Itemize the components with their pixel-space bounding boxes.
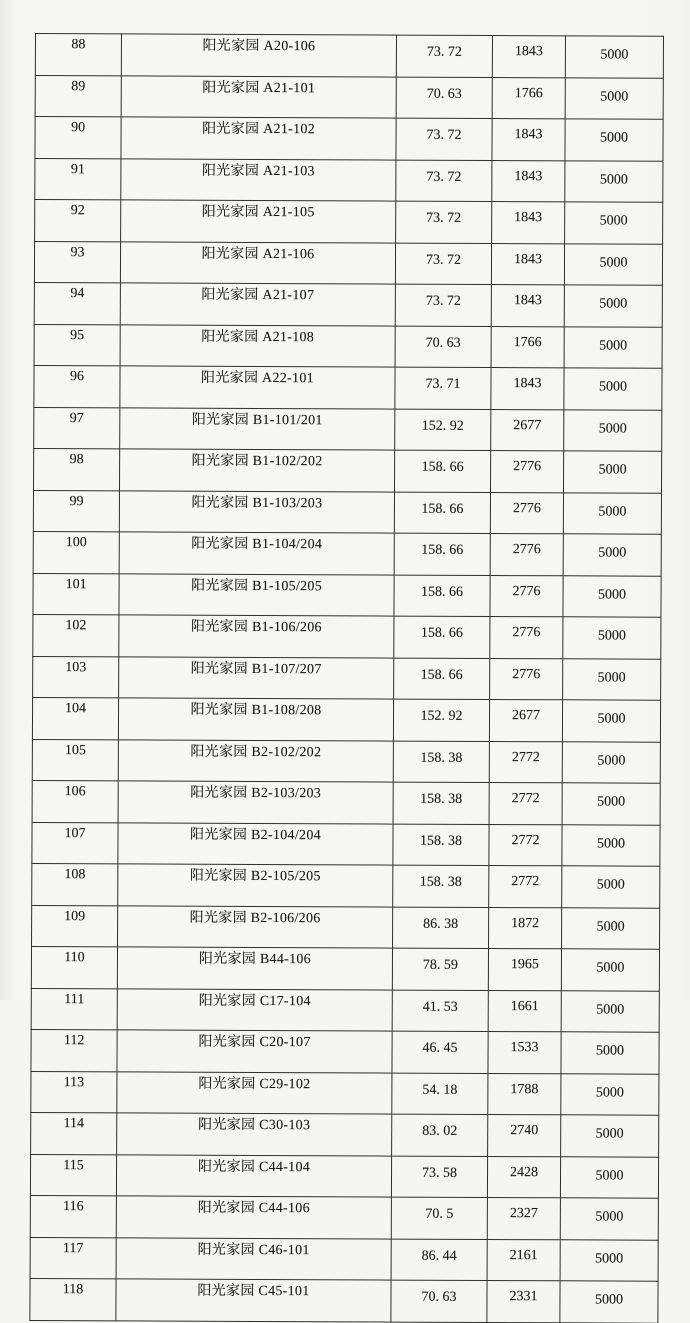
property-table — [29, 33, 664, 1323]
table-row — [32, 863, 660, 907]
row-number-cell: 96 — [34, 365, 120, 407]
amount-cell: 5000 — [564, 285, 662, 327]
area-value-cell: 41. 53 — [392, 990, 488, 1032]
row-number-cell: 94 — [34, 282, 120, 324]
property-name-cell: 阳光家园 B1-101/201 — [120, 407, 395, 450]
value-cell: 1872 — [489, 907, 562, 949]
value-cell: 2776 — [490, 616, 563, 658]
amount-cell: 5000 — [565, 202, 663, 244]
row-number-cell: 90 — [35, 117, 121, 159]
property-table-body — [30, 34, 664, 1323]
table-row — [33, 531, 661, 575]
amount-cell: 5000 — [562, 741, 660, 783]
value-cell: 2428 — [487, 1156, 560, 1198]
table-row — [30, 1154, 658, 1198]
value-cell: 2772 — [489, 824, 562, 866]
area-value-cell: 158. 38 — [393, 782, 489, 824]
amount-cell: 5000 — [565, 160, 663, 202]
amount-cell: 5000 — [563, 658, 661, 700]
area-value-cell: 54. 18 — [392, 1073, 488, 1115]
area-value-cell: 86. 38 — [393, 907, 489, 949]
area-value-cell: 70. 63 — [396, 77, 492, 119]
table-row — [35, 34, 663, 78]
row-number-cell: 95 — [34, 324, 120, 366]
amount-cell: 5000 — [564, 451, 662, 493]
area-value-cell: 73. 72 — [396, 201, 492, 243]
amount-cell: 5000 — [561, 1032, 659, 1074]
value-cell: 1533 — [488, 1031, 561, 1073]
row-number-cell: 103 — [33, 656, 119, 698]
amount-cell: 5000 — [561, 1073, 659, 1115]
table-row — [34, 365, 662, 409]
property-name-cell: 阳光家园 C17-104 — [117, 988, 392, 1031]
value-cell: 2677 — [489, 699, 562, 741]
value-cell: 2677 — [491, 409, 564, 451]
area-value-cell: 158. 66 — [394, 658, 490, 700]
row-number-cell: 110 — [31, 946, 117, 988]
property-name-cell: 阳光家园 A21-103 — [121, 158, 396, 201]
amount-cell: 5000 — [565, 36, 663, 78]
value-cell: 2776 — [490, 575, 563, 617]
table-row — [34, 324, 662, 368]
amount-cell: 5000 — [562, 824, 660, 866]
row-number-cell: 117 — [30, 1237, 116, 1279]
table-row — [33, 490, 661, 534]
value-cell: 2772 — [489, 865, 562, 907]
row-number-cell: 101 — [33, 573, 119, 615]
amount-cell: 5000 — [560, 1156, 658, 1198]
amount-cell: 5000 — [560, 1281, 658, 1323]
property-name-cell: 阳光家园 C44-106 — [116, 1196, 391, 1239]
area-value-cell: 46. 45 — [392, 1031, 488, 1073]
property-name-cell: 阳光家园 A20-106 — [121, 34, 396, 77]
property-name-cell: 阳光家园 B2-104/204 — [118, 822, 393, 865]
property-name-cell: 阳光家园 B1-103/203 — [119, 490, 394, 533]
row-number-cell: 93 — [34, 241, 120, 283]
value-cell: 2740 — [488, 1114, 561, 1156]
area-value-cell: 158. 38 — [393, 824, 489, 866]
area-value-cell: 158. 66 — [394, 575, 490, 617]
row-number-cell: 116 — [30, 1195, 116, 1237]
amount-cell: 5000 — [563, 617, 661, 659]
row-number-cell: 109 — [32, 905, 118, 947]
row-number-cell: 98 — [34, 448, 120, 490]
area-value-cell: 158. 38 — [393, 865, 489, 907]
row-number-cell: 114 — [31, 1112, 117, 1154]
amount-cell: 5000 — [562, 866, 660, 908]
value-cell: 2776 — [490, 533, 563, 575]
table-row — [32, 822, 660, 866]
table-row — [34, 407, 662, 451]
value-cell: 1843 — [491, 367, 564, 409]
table-row — [34, 241, 662, 285]
property-name-cell: 阳光家园 B2-105/205 — [118, 864, 393, 907]
property-name-cell: 阳光家园 B1-106/206 — [119, 615, 394, 658]
row-number-cell: 89 — [35, 75, 121, 117]
value-cell: 1843 — [492, 118, 565, 160]
row-number-cell: 115 — [30, 1154, 116, 1196]
amount-cell: 5000 — [564, 326, 662, 368]
property-name-cell: 阳光家园 A21-102 — [121, 117, 396, 160]
area-value-cell: 158. 66 — [395, 450, 491, 492]
value-cell: 2772 — [489, 782, 562, 824]
area-value-cell: 73. 72 — [395, 243, 491, 285]
amount-cell: 5000 — [563, 492, 661, 534]
property-name-cell: 阳光家园 C45-101 — [116, 1279, 391, 1322]
table-row — [35, 75, 663, 119]
value-cell: 1965 — [488, 948, 561, 990]
table-row — [32, 739, 660, 783]
table-row — [32, 697, 660, 741]
table-row — [31, 946, 659, 990]
property-name-cell: 阳光家园 B1-108/208 — [118, 698, 393, 741]
area-value-cell: 73. 72 — [396, 35, 492, 77]
table-row — [34, 448, 662, 492]
property-name-cell: 阳光家园 A21-108 — [120, 324, 395, 367]
row-number-cell: 111 — [31, 988, 117, 1030]
property-name-cell: 阳光家园 B2-102/202 — [118, 739, 393, 782]
property-name-cell: 阳光家园 C20-107 — [117, 1030, 392, 1073]
property-name-cell: 阳光家园 B2-103/203 — [118, 781, 393, 824]
area-value-cell: 152. 92 — [393, 699, 489, 741]
property-name-cell: 阳光家园 B44-106 — [117, 947, 392, 990]
area-value-cell: 73. 72 — [395, 284, 491, 326]
area-value-cell: 152. 92 — [395, 409, 491, 451]
value-cell: 1766 — [491, 326, 564, 368]
row-number-cell: 88 — [35, 34, 121, 76]
row-number-cell: 108 — [32, 863, 118, 905]
row-number-cell: 118 — [30, 1278, 116, 1320]
table-row — [33, 573, 661, 617]
table-row — [32, 780, 660, 824]
property-name-cell: 阳光家园 B1-104/204 — [119, 532, 394, 575]
amount-cell: 5000 — [564, 368, 662, 410]
row-number-cell: 91 — [35, 158, 121, 200]
amount-cell: 5000 — [564, 243, 662, 285]
value-cell: 1843 — [492, 35, 565, 77]
area-value-cell: 83. 02 — [392, 1114, 488, 1156]
row-number-cell: 102 — [33, 614, 119, 656]
table-row — [30, 1195, 658, 1239]
table-row — [30, 1278, 658, 1322]
property-name-cell: 阳光家园 A21-105 — [121, 200, 396, 243]
table-row — [31, 1029, 659, 1073]
area-value-cell: 70. 5 — [391, 1197, 487, 1239]
table-row — [35, 117, 663, 161]
area-value-cell: 73. 72 — [396, 118, 492, 160]
property-name-cell: 阳光家园 A22-101 — [120, 366, 395, 409]
value-cell: 2776 — [490, 492, 563, 534]
row-number-cell: 92 — [35, 200, 121, 242]
area-value-cell: 158. 38 — [393, 741, 489, 783]
value-cell: 2772 — [489, 741, 562, 783]
property-name-cell: 阳光家园 C44-104 — [116, 1154, 391, 1197]
amount-cell: 5000 — [565, 119, 663, 161]
area-value-cell: 70. 63 — [395, 326, 491, 368]
amount-cell: 5000 — [562, 783, 660, 825]
row-number-cell: 112 — [31, 1029, 117, 1071]
amount-cell: 5000 — [560, 1198, 658, 1240]
amount-cell: 5000 — [564, 409, 662, 451]
row-number-cell: 113 — [31, 1071, 117, 1113]
table-row — [31, 988, 659, 1032]
row-number-cell: 99 — [33, 490, 119, 532]
table-row — [30, 1237, 658, 1281]
area-value-cell: 73. 72 — [396, 160, 492, 202]
property-name-cell: 阳光家园 B1-107/207 — [119, 656, 394, 699]
property-name-cell: 阳光家园 C29-102 — [117, 1071, 392, 1114]
table-row — [31, 1112, 659, 1156]
property-name-cell: 阳光家园 A21-101 — [121, 75, 396, 118]
row-number-cell: 97 — [34, 407, 120, 449]
amount-cell: 5000 — [561, 990, 659, 1032]
table-row — [35, 200, 663, 244]
value-cell: 1661 — [488, 990, 561, 1032]
table-row — [32, 905, 660, 949]
area-value-cell: 86. 44 — [391, 1239, 487, 1281]
amount-cell: 5000 — [561, 949, 659, 991]
value-cell: 2776 — [491, 450, 564, 492]
value-cell: 2327 — [487, 1197, 560, 1239]
area-value-cell: 158. 66 — [394, 492, 490, 534]
amount-cell: 5000 — [562, 907, 660, 949]
area-value-cell: 158. 66 — [394, 616, 490, 658]
row-number-cell: 104 — [32, 697, 118, 739]
value-cell: 2161 — [487, 1239, 560, 1281]
area-value-cell: 158. 66 — [394, 533, 490, 575]
value-cell: 1788 — [488, 1073, 561, 1115]
value-cell: 2776 — [490, 658, 563, 700]
property-name-cell: 阳光家园 C46-101 — [116, 1237, 391, 1280]
area-value-cell: 73. 58 — [391, 1156, 487, 1198]
property-name-cell: 阳光家园 A21-106 — [120, 241, 395, 284]
property-name-cell: 阳光家园 B1-105/205 — [119, 573, 394, 616]
value-cell: 1843 — [492, 201, 565, 243]
value-cell: 1843 — [491, 243, 564, 285]
table-row — [34, 282, 662, 326]
area-value-cell: 78. 59 — [392, 948, 488, 990]
amount-cell: 5000 — [562, 700, 660, 742]
table-row — [31, 1071, 659, 1115]
area-value-cell: 73. 71 — [395, 367, 491, 409]
row-number-cell: 100 — [33, 531, 119, 573]
row-number-cell: 106 — [32, 780, 118, 822]
area-value-cell: 70. 63 — [391, 1280, 487, 1322]
amount-cell: 5000 — [565, 77, 663, 119]
property-name-cell: 阳光家园 B1-102/202 — [120, 449, 395, 492]
property-name-cell: 阳光家园 C30-103 — [117, 1113, 392, 1156]
row-number-cell: 107 — [32, 822, 118, 864]
value-cell: 2331 — [487, 1280, 560, 1322]
value-cell: 1843 — [492, 160, 565, 202]
table-row — [33, 656, 661, 700]
amount-cell: 5000 — [563, 575, 661, 617]
amount-cell: 5000 — [563, 534, 661, 576]
row-number-cell: 105 — [32, 739, 118, 781]
value-cell: 1766 — [492, 77, 565, 119]
table-row — [33, 614, 661, 658]
property-name-cell: 阳光家园 B2-106/206 — [118, 905, 393, 948]
value-cell: 1843 — [491, 284, 564, 326]
amount-cell: 5000 — [560, 1239, 658, 1281]
table-row — [35, 158, 663, 202]
property-name-cell: 阳光家园 A21-107 — [120, 283, 395, 326]
amount-cell: 5000 — [561, 1115, 659, 1157]
